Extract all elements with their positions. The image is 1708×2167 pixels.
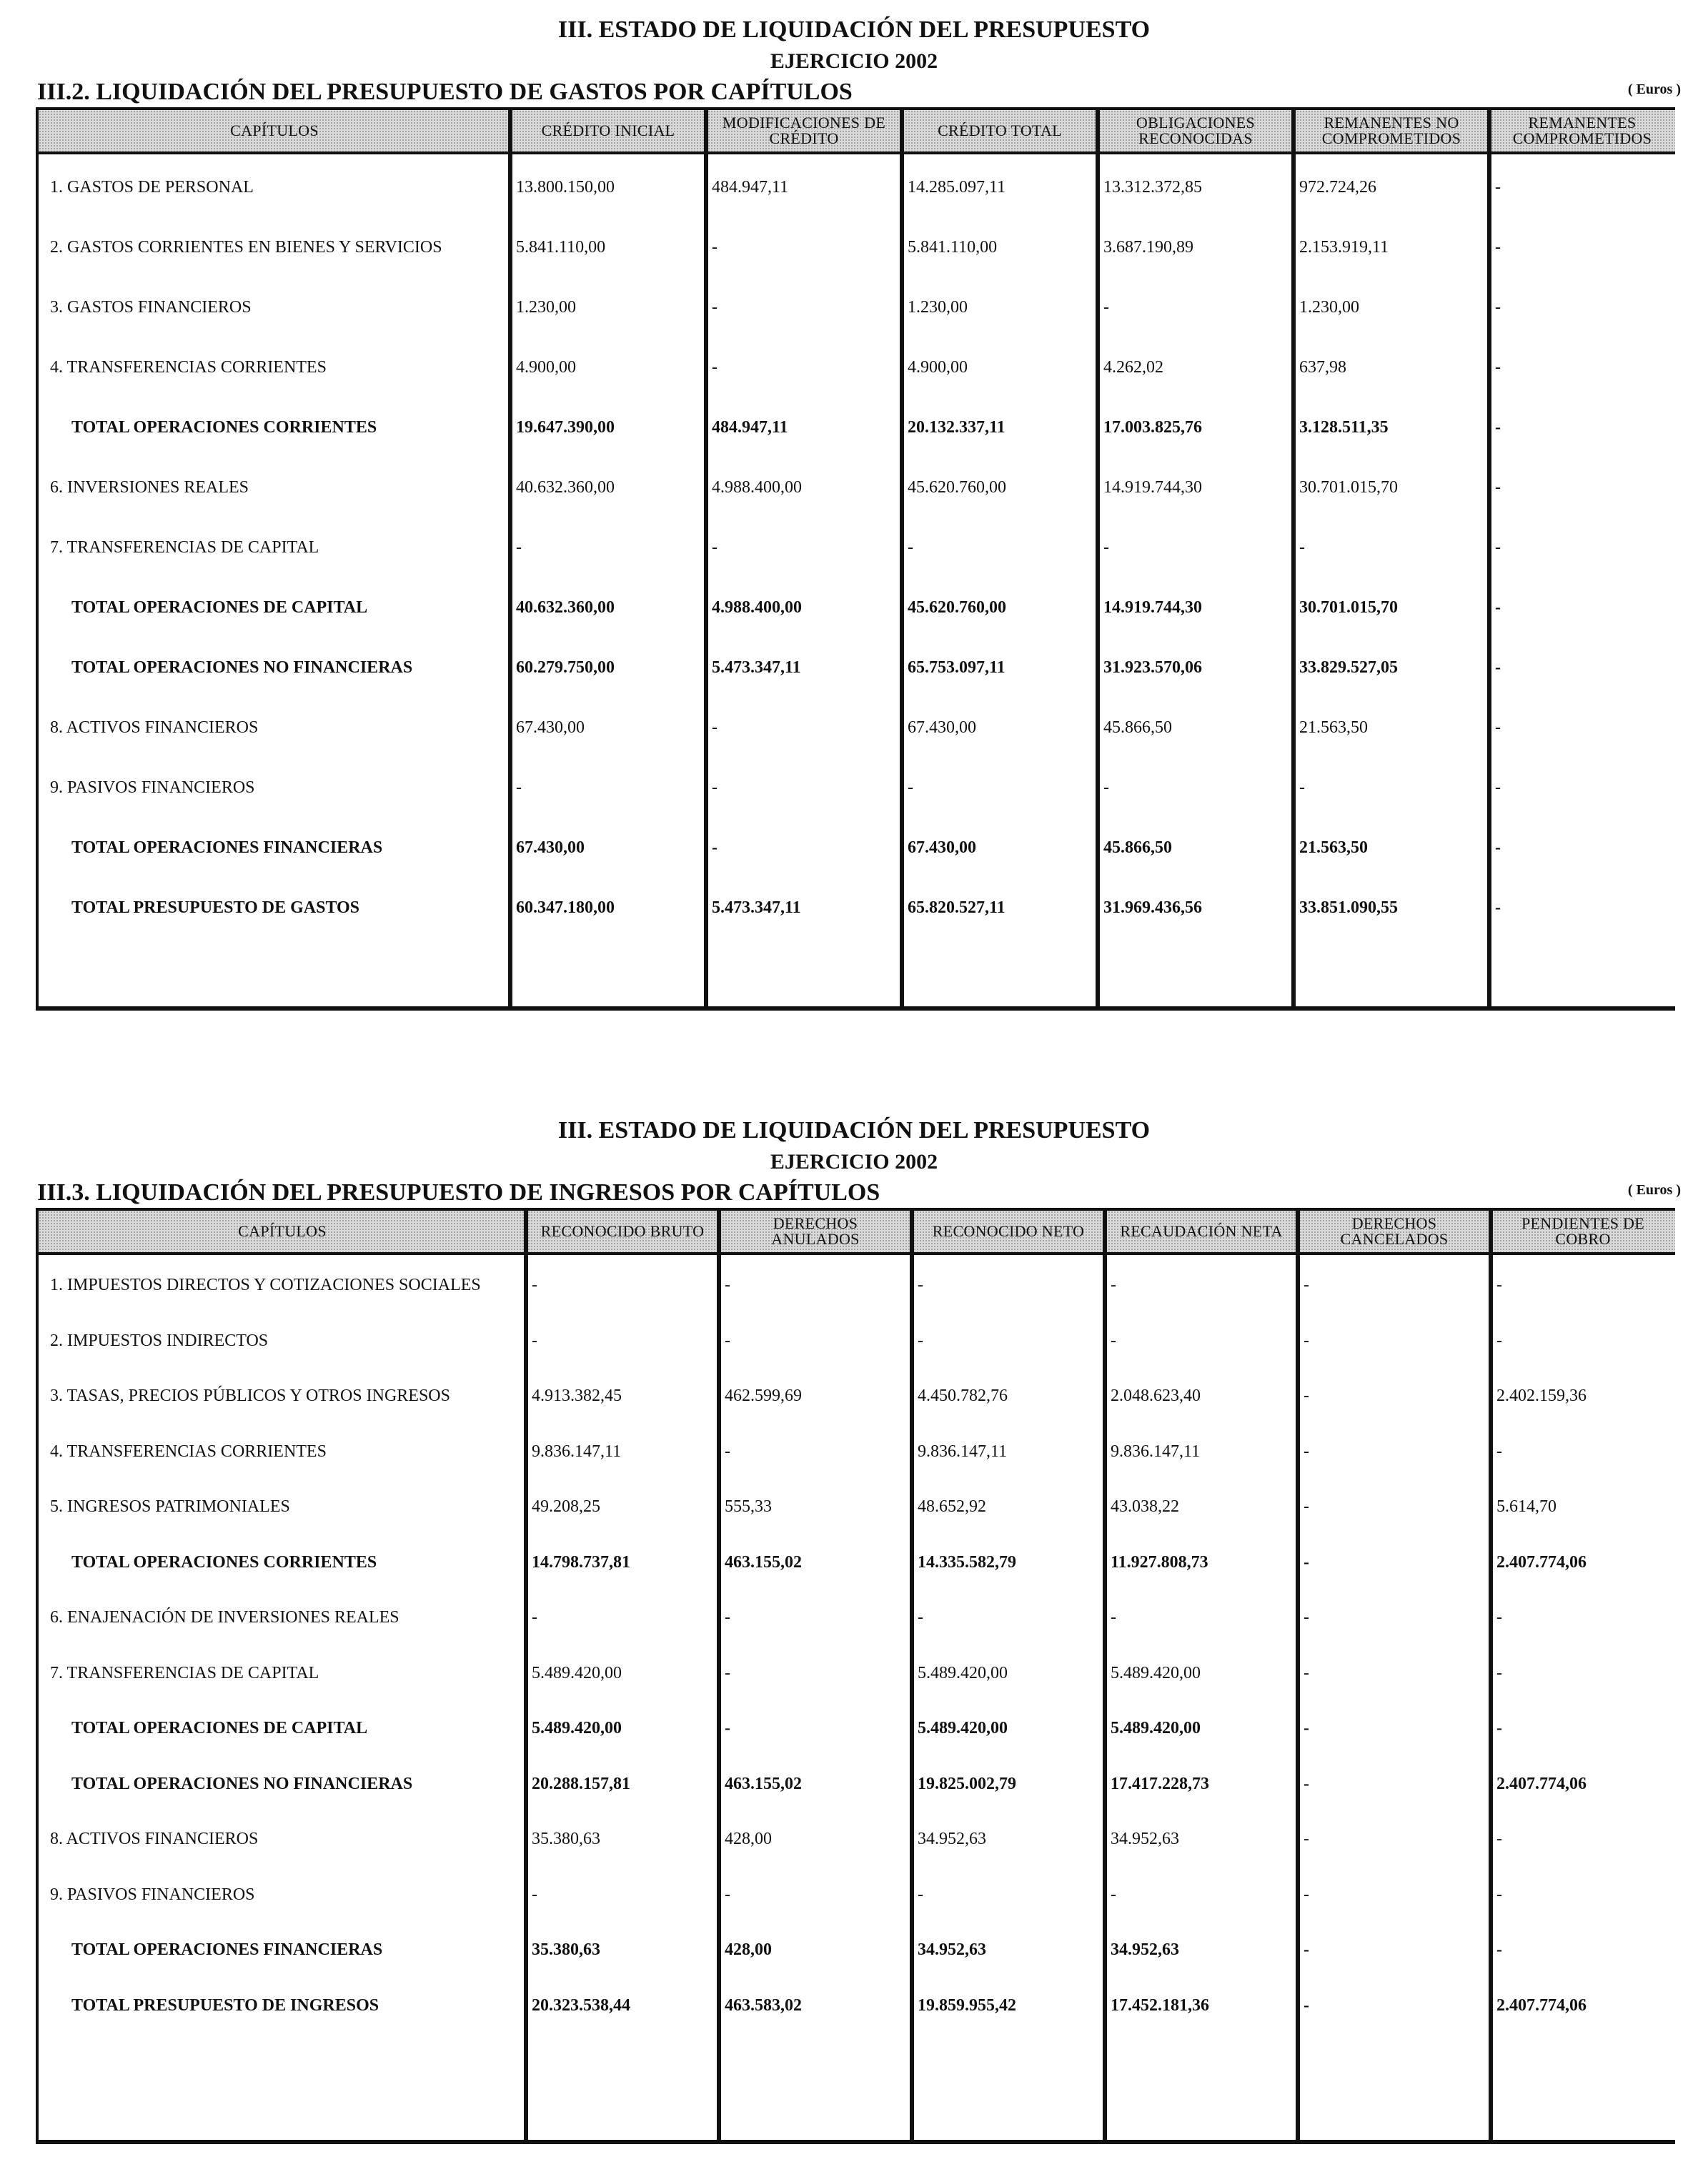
row-value: - <box>1495 178 1501 197</box>
row-value: 19.859.955,42 <box>918 1995 1016 2015</box>
table-row <box>39 413 1675 442</box>
row-value: 67.430,00 <box>908 838 976 857</box>
ingresos-units: ( Euros ) <box>1627 1182 1681 1198</box>
row-value: 4.988.400,00 <box>712 598 802 617</box>
ingresos-header-label: RECONOCIDO BRUTO <box>540 1222 705 1240</box>
ingresos-header-col-4 <box>1113 1215 1289 1248</box>
row-value: - <box>1304 1608 1309 1627</box>
row-value: 5.489.420,00 <box>918 1663 1008 1682</box>
row-value: 5.489.420,00 <box>918 1719 1008 1737</box>
row-value: - <box>1103 778 1109 797</box>
row-label: 7. TRANSFERENCIAS DE CAPITAL <box>50 538 319 557</box>
row-label: 5. INGRESOS PATRIMONIALES <box>50 1497 290 1516</box>
ingresos-header-label: DERECHOS ANULADOS <box>771 1214 860 1248</box>
table-row <box>39 1271 1675 1299</box>
table-row <box>39 1492 1675 1521</box>
row-value: - <box>908 538 913 557</box>
row-value: - <box>1496 1885 1502 1904</box>
ingresos-section <box>0 1101 1708 2158</box>
row-value: - <box>725 1608 730 1627</box>
ingresos-table-header <box>39 1211 1675 1255</box>
row-value: 14.919.744,30 <box>1103 598 1202 617</box>
row-value: - <box>1304 1663 1309 1682</box>
table-row <box>39 1991 1675 2020</box>
row-value: - <box>1304 1276 1309 1294</box>
row-value: - <box>1111 1885 1116 1904</box>
gastos-header-label: CAPÍTULOS <box>230 122 319 139</box>
row-value: - <box>918 1885 923 1904</box>
row-value: 4.913.382,45 <box>532 1387 622 1405</box>
row-value: - <box>1496 1276 1502 1294</box>
row-value: 3.687.190,89 <box>1103 238 1193 257</box>
gastos-table-header <box>39 110 1675 154</box>
table-row <box>39 713 1675 742</box>
table-row <box>39 353 1675 382</box>
table-row <box>39 1603 1675 1632</box>
ingresos-year: EJERCICIO 2002 <box>770 1150 938 1174</box>
row-value: 1.230,00 <box>908 298 968 317</box>
row-label: TOTAL OPERACIONES CORRIENTES <box>71 418 377 437</box>
row-value: - <box>1304 1387 1309 1405</box>
row-value: - <box>1304 1442 1309 1461</box>
row-value: - <box>532 1608 537 1627</box>
row-value: - <box>1304 1774 1309 1793</box>
row-value: 67.430,00 <box>516 838 585 857</box>
gastos-header-col-5 <box>1302 114 1481 147</box>
row-value: 14.285.097,11 <box>908 178 1006 197</box>
row-value: 67.430,00 <box>908 718 976 737</box>
row-label: 4. TRANSFERENCIAS CORRIENTES <box>50 1442 327 1461</box>
row-value: - <box>1495 358 1501 377</box>
row-value: 60.279.750,00 <box>516 658 615 677</box>
gastos-header-label: CRÉDITO TOTAL <box>938 122 1062 139</box>
row-label: 1. GASTOS DE PERSONAL <box>50 178 254 197</box>
row-value: 35.380,63 <box>532 1940 600 1959</box>
row-label: TOTAL OPERACIONES CORRIENTES <box>71 1552 377 1572</box>
row-value: - <box>1103 538 1109 557</box>
row-value: 2.048.623,40 <box>1111 1387 1201 1405</box>
row-label: 8. ACTIVOS FINANCIEROS <box>50 718 259 737</box>
row-value: 972.724,26 <box>1299 178 1376 197</box>
table-row <box>39 1382 1675 1410</box>
row-label: 9. PASIVOS FINANCIEROS <box>50 1885 255 1904</box>
row-value: - <box>1304 1719 1309 1737</box>
ingresos-title: III. ESTADO DE LIQUIDACIÓN DEL PRESUPUESTO <box>557 1117 1151 1144</box>
table-row <box>39 1437 1675 1466</box>
table-row <box>39 533 1675 562</box>
row-value: - <box>908 778 913 797</box>
row-label: TOTAL OPERACIONES DE CAPITAL <box>71 598 368 617</box>
row-value: 4.450.782,76 <box>918 1387 1008 1405</box>
row-value: 60.347.180,00 <box>516 898 615 917</box>
table-row <box>39 1548 1675 1577</box>
table-row <box>39 1327 1675 1355</box>
row-value: - <box>725 1719 730 1737</box>
row-value: 19.647.390,00 <box>516 418 615 437</box>
table-row <box>39 233 1675 262</box>
row-value: - <box>712 298 718 317</box>
row-value: 4.900,00 <box>516 358 576 377</box>
row-value: - <box>1495 478 1501 497</box>
row-value: - <box>725 1663 730 1682</box>
row-value: 21.563,50 <box>1299 838 1368 857</box>
row-value: 2.153.919,11 <box>1299 238 1389 257</box>
row-label: 2. IMPUESTOS INDIRECTOS <box>50 1331 269 1350</box>
row-value: 30.701.015,70 <box>1299 478 1398 497</box>
row-value: 2.407.774,06 <box>1496 1995 1587 2015</box>
row-value: 1.230,00 <box>1299 298 1359 317</box>
row-value: 17.452.181,36 <box>1111 1995 1209 2015</box>
row-value: - <box>1103 298 1109 317</box>
row-value: 17.003.825,76 <box>1103 418 1202 437</box>
gastos-header-col-2 <box>715 114 893 147</box>
row-label: TOTAL PRESUPUESTO DE INGRESOS <box>71 1995 379 2015</box>
row-value: - <box>1304 1995 1309 2015</box>
row-label: TOTAL OPERACIONES NO FINANCIERAS <box>71 1774 413 1793</box>
row-value: 5.489.420,00 <box>532 1719 622 1737</box>
row-value: 34.952,63 <box>918 1940 986 1959</box>
row-value: 9.836.147,11 <box>532 1442 622 1461</box>
row-value: - <box>1495 418 1501 437</box>
row-value: 21.563,50 <box>1299 718 1368 737</box>
row-value: - <box>532 1331 537 1350</box>
row-value: - <box>1495 238 1501 257</box>
row-value: 43.038,22 <box>1111 1497 1179 1516</box>
row-label: 4. TRANSFERENCIAS CORRIENTES <box>50 358 327 377</box>
row-value: - <box>1304 1497 1309 1516</box>
row-value: 428,00 <box>725 1830 772 1848</box>
row-value: - <box>1495 838 1501 857</box>
row-value: 17.417.228,73 <box>1111 1774 1209 1793</box>
row-label: 6. INVERSIONES REALES <box>50 478 249 497</box>
table-row <box>39 1935 1675 1964</box>
row-value: 20.288.157,81 <box>532 1774 630 1793</box>
row-value: - <box>516 538 522 557</box>
row-value: 5.489.420,00 <box>532 1663 622 1682</box>
gastos-subtitle: III.2. LIQUIDACIÓN DEL PRESUPUESTO DE GASTOS POR CAPÍTULOS <box>37 79 853 105</box>
row-value: 19.825.002,79 <box>918 1774 1016 1793</box>
row-value: 65.820.527,11 <box>908 898 1006 917</box>
row-label: TOTAL OPERACIONES FINANCIERAS <box>71 838 383 857</box>
table-row <box>39 593 1675 622</box>
row-value: - <box>1495 298 1501 317</box>
ingresos-header-col-1 <box>535 1215 710 1248</box>
row-value: 67.430,00 <box>516 718 585 737</box>
ingresos-header-col-2 <box>728 1215 903 1248</box>
ingresos-header-label: PENDIENTES DE COBRO <box>1521 1214 1644 1248</box>
row-value: - <box>532 1276 537 1294</box>
row-value: 45.866,50 <box>1103 718 1172 737</box>
ingresos-header-col-5 <box>1306 1215 1482 1248</box>
gastos-header-label: MODIFICACIONES DE CRÉDITO <box>722 114 886 147</box>
row-value: 9.836.147,11 <box>1111 1442 1201 1461</box>
row-value: - <box>1495 718 1501 737</box>
row-value: 35.380,63 <box>532 1830 600 1848</box>
row-label: TOTAL OPERACIONES NO FINANCIERAS <box>71 658 413 677</box>
row-value: - <box>1111 1331 1116 1350</box>
row-value: - <box>1496 1331 1502 1350</box>
row-value: - <box>1495 538 1501 557</box>
row-value: - <box>1299 778 1305 797</box>
row-value: - <box>1496 1663 1502 1682</box>
row-value: - <box>516 778 522 797</box>
row-value: 20.132.337,11 <box>908 418 1006 437</box>
ingresos-subtitle: III.3. LIQUIDACIÓN DEL PRESUPUESTO DE INGRESOS POR CAPÍTULOS <box>37 1179 880 1206</box>
gastos-header-col-0 <box>47 114 502 147</box>
ingresos-table <box>36 1208 1675 2144</box>
row-value: - <box>1495 778 1501 797</box>
table-row <box>39 1770 1675 1798</box>
row-value: - <box>1304 1331 1309 1350</box>
row-value: 463.155,02 <box>725 1774 802 1793</box>
row-value: - <box>918 1331 923 1350</box>
row-value: 33.829.527,05 <box>1299 658 1398 677</box>
row-value: - <box>725 1331 730 1350</box>
row-value: - <box>1304 1830 1309 1848</box>
row-value: - <box>712 538 718 557</box>
ingresos-header-col-3 <box>920 1215 1096 1248</box>
row-value: - <box>1304 1552 1309 1572</box>
row-value: 3.128.511,35 <box>1299 418 1389 437</box>
row-value: 48.652,92 <box>918 1497 986 1516</box>
row-value: 31.969.436,56 <box>1103 898 1202 917</box>
table-row <box>39 473 1675 502</box>
row-value: 40.632.360,00 <box>516 478 615 497</box>
row-value: 13.312.372,85 <box>1103 178 1202 197</box>
row-value: - <box>1111 1276 1116 1294</box>
gastos-units: ( Euros ) <box>1627 81 1681 97</box>
table-row <box>39 293 1675 322</box>
row-value: 31.923.570,06 <box>1103 658 1202 677</box>
row-value: - <box>725 1276 730 1294</box>
row-value: 637,98 <box>1299 358 1346 377</box>
gastos-header-label: OBLIGACIONES RECONOCIDAS <box>1136 114 1256 147</box>
row-value: - <box>1304 1885 1309 1904</box>
table-row <box>39 1659 1675 1687</box>
row-value: 428,00 <box>725 1940 772 1959</box>
row-value: 484.947,11 <box>712 418 788 437</box>
row-value: 484.947,11 <box>712 178 789 197</box>
table-row <box>39 173 1675 202</box>
gastos-header-label: REMANENTES NO COMPROMETIDOS <box>1321 114 1461 147</box>
row-value: 5.473.347,11 <box>712 898 801 917</box>
table-row <box>39 893 1675 922</box>
row-label: 2. GASTOS CORRIENTES EN BIENES Y SERVICIOS <box>50 238 442 257</box>
row-value: - <box>1496 1608 1502 1627</box>
row-value: - <box>725 1442 730 1461</box>
row-value: - <box>1304 1940 1309 1959</box>
row-value: 14.919.744,30 <box>1103 478 1202 497</box>
row-value: 5.473.347,11 <box>712 658 801 677</box>
row-value: 4.900,00 <box>908 358 968 377</box>
gastos-table <box>36 107 1675 1011</box>
row-value: 20.323.538,44 <box>532 1995 630 2015</box>
row-value: - <box>918 1608 923 1627</box>
ingresos-header-col-6 <box>1499 1215 1667 1248</box>
row-value: - <box>712 238 718 257</box>
table-row <box>39 1714 1675 1742</box>
ingresos-subtitle-row <box>37 1178 1681 1208</box>
row-label: 8. ACTIVOS FINANCIEROS <box>50 1830 259 1848</box>
gastos-header-col-1 <box>519 114 697 147</box>
row-value: 463.155,02 <box>725 1552 802 1572</box>
row-value: 34.952,63 <box>918 1830 986 1848</box>
row-value: 11.927.808,73 <box>1111 1552 1208 1572</box>
row-value: 45.866,50 <box>1103 838 1172 857</box>
row-value: - <box>532 1885 537 1904</box>
row-value: 4.988.400,00 <box>712 478 802 497</box>
row-value: - <box>712 838 718 857</box>
gastos-header-label: CRÉDITO INICIAL <box>541 122 675 139</box>
gastos-section <box>0 0 1708 1029</box>
row-value: 5.489.420,00 <box>1111 1663 1201 1682</box>
row-value: 2.407.774,06 <box>1496 1552 1587 1572</box>
row-value: 14.335.582,79 <box>918 1552 1016 1572</box>
row-value: 14.798.737,81 <box>532 1552 630 1572</box>
row-value: 2.402.159,36 <box>1496 1387 1587 1405</box>
gastos-year: EJERCICIO 2002 <box>770 49 938 73</box>
row-value: - <box>1495 598 1501 617</box>
row-value: 34.952,63 <box>1111 1940 1179 1959</box>
row-value: - <box>1496 1940 1502 1959</box>
row-label: 3. TASAS, PRECIOS PÚBLICOS Y OTROS INGRESOS <box>50 1387 450 1405</box>
row-value: 1.230,00 <box>516 298 576 317</box>
row-label: 1. IMPUESTOS DIRECTOS Y COTIZACIONES SOCIALES <box>50 1276 481 1294</box>
table-row <box>39 773 1675 802</box>
row-value: - <box>725 1885 730 1904</box>
ingresos-header-col-0 <box>47 1215 517 1248</box>
row-value: 40.632.360,00 <box>516 598 615 617</box>
row-value: - <box>1299 538 1305 557</box>
row-value: 33.851.090,55 <box>1299 898 1398 917</box>
row-label: TOTAL OPERACIONES FINANCIERAS <box>71 1940 383 1959</box>
ingresos-header-label: CAPÍTULOS <box>238 1222 327 1240</box>
row-label: 3. GASTOS FINANCIEROS <box>50 298 252 317</box>
gastos-subtitle-row <box>37 77 1681 107</box>
gastos-header-col-3 <box>910 114 1089 147</box>
row-value: 462.599,69 <box>725 1387 802 1405</box>
row-value: 45.620.760,00 <box>908 478 1006 497</box>
row-label: 7. TRANSFERENCIAS DE CAPITAL <box>50 1663 319 1682</box>
row-value: 2.407.774,06 <box>1496 1774 1587 1793</box>
row-value: 30.701.015,70 <box>1299 598 1398 617</box>
row-value: - <box>712 358 718 377</box>
table-row <box>39 1880 1675 1909</box>
gastos-header-label: REMANENTES COMPROMETIDOS <box>1512 114 1652 147</box>
row-value: - <box>1496 1719 1502 1737</box>
row-value: 34.952,63 <box>1111 1830 1179 1848</box>
row-value: - <box>1495 898 1501 917</box>
row-value: - <box>1496 1442 1502 1461</box>
table-row <box>39 833 1675 862</box>
row-value: 5.489.420,00 <box>1111 1719 1201 1737</box>
row-value: 4.262,02 <box>1103 358 1163 377</box>
gastos-header-col-4 <box>1106 114 1285 147</box>
row-value: - <box>1111 1608 1116 1627</box>
row-value: 13.800.150,00 <box>516 178 615 197</box>
gastos-title: III. ESTADO DE LIQUIDACIÓN DEL PRESUPUESTO <box>557 16 1151 43</box>
ingresos-header-label: DERECHOS CANCELADOS <box>1340 1214 1449 1248</box>
row-value: - <box>1495 658 1501 677</box>
row-label: 9. PASIVOS FINANCIEROS <box>50 778 255 797</box>
row-label: 6. ENAJENACIÓN DE INVERSIONES REALES <box>50 1608 399 1627</box>
row-value: 5.841.110,00 <box>516 238 606 257</box>
row-value: 49.208,25 <box>532 1497 600 1516</box>
gastos-header-col-6 <box>1498 114 1667 147</box>
ingresos-header-label: RECONOCIDO NETO <box>932 1222 1085 1240</box>
table-row <box>39 653 1675 682</box>
row-value: - <box>712 718 718 737</box>
row-label: TOTAL OPERACIONES DE CAPITAL <box>71 1719 368 1737</box>
row-value: 463.583,02 <box>725 1995 802 2015</box>
table-row <box>39 1825 1675 1853</box>
row-value: - <box>918 1276 923 1294</box>
row-label: TOTAL PRESUPUESTO DE GASTOS <box>71 898 360 917</box>
row-value: 5.614,70 <box>1496 1497 1556 1516</box>
row-value: 65.753.097,11 <box>908 658 1006 677</box>
row-value: 555,33 <box>725 1497 772 1516</box>
row-value: - <box>712 778 718 797</box>
ingresos-header-label: RECAUDACIÓN NETA <box>1120 1222 1283 1240</box>
row-value: 45.620.760,00 <box>908 598 1006 617</box>
row-value: 9.836.147,11 <box>918 1442 1008 1461</box>
row-value: 5.841.110,00 <box>908 238 998 257</box>
row-value: - <box>1496 1830 1502 1848</box>
